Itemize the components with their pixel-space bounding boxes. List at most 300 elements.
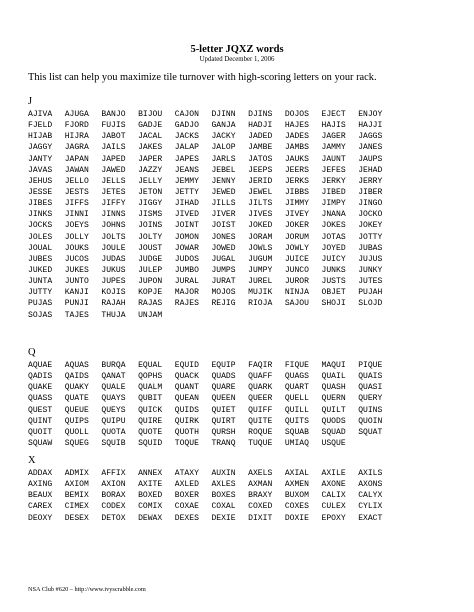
word: JAGRA [64,143,89,153]
word: QUASI [358,383,383,393]
word: FJORD [64,121,89,131]
word: QUERY [358,394,383,404]
word: BOXER [174,491,199,501]
word: AQUAE [28,361,53,370]
word-row [28,165,468,176]
word: JERID [248,176,273,186]
word: JEEPS [248,165,273,175]
word: QUIPU [101,416,126,426]
word: JANES [358,143,383,153]
word: JEWED [211,187,236,197]
word: JOUKS [64,243,89,253]
word-list-q [28,360,468,449]
word-row [28,360,468,371]
word: FJELD [28,121,53,131]
word: QUEYS [101,405,126,415]
page-title: 5-letter JQXZ words [190,44,284,55]
word: RAJAH [101,299,126,309]
word: TRANQ [211,438,236,448]
word: AXIAL [284,469,309,478]
word: MOJOS [211,288,236,298]
word: TAJES [64,310,89,320]
word: REJIG [211,299,236,309]
word: JIBED [321,187,346,197]
word: SQUID [138,438,163,448]
word-row [28,298,468,309]
word: RIOJA [248,299,273,309]
word: QUANT [174,383,199,393]
word: CYLIX [358,502,383,512]
word: TOQUE [174,438,199,448]
word: JOULE [101,243,126,253]
word: JAMBS [284,143,309,153]
word: KOPJE [138,288,163,298]
word: QUIPS [64,416,89,426]
word: JABOT [101,132,126,142]
word: JUNTA [28,277,53,287]
word: JINNS [101,210,126,220]
word: HIJRA [64,132,89,142]
word-row [28,393,468,404]
word: CAJON [174,110,199,119]
word: JUDOS [174,254,199,264]
word: QUILL [284,405,309,415]
word: KOJIS [101,288,126,298]
word: QUAKE [28,383,53,393]
word: JAMMY [321,143,346,153]
word: JUBES [28,254,53,264]
word: JUNKY [358,265,383,275]
word: JIGGY [138,199,163,209]
word: JELLS [101,176,126,186]
word: JUTTY [28,288,53,298]
word-row [28,220,468,231]
word-row [28,310,468,321]
word-row [28,479,468,490]
word-row [28,142,468,153]
word: JAUPS [358,154,383,164]
word: AXILS [358,469,383,478]
word: JACKS [174,132,199,142]
word: JEWEL [248,187,273,197]
word: JURAL [174,277,199,287]
word: JOTAS [321,232,346,242]
word: QUAIL [321,372,346,382]
word: JUGUM [248,254,273,264]
word: HIJAB [28,132,53,142]
word: JINGO [358,199,383,209]
word-row [28,276,468,287]
word: QUADS [211,372,236,382]
word: JANTY [28,154,53,164]
word: BURQA [101,361,126,370]
word: JUICY [321,254,346,264]
word: SQUAW [28,438,53,448]
word-row [28,490,468,501]
word: EQUAL [138,361,163,370]
word: JIMPY [321,199,346,209]
word: QUIDS [174,405,199,415]
word: SQUAD [321,427,346,437]
word: JETON [138,187,163,197]
word: JALAP [174,143,199,153]
word: COMIX [138,502,163,512]
word: JUMBO [174,265,199,275]
word: NINJA [284,288,309,298]
word: SHOJI [321,299,346,309]
word: DEWAX [138,513,163,523]
word: ENJOY [358,110,383,119]
section-heading-q: Q [28,347,36,358]
word: JEHUS [28,176,53,186]
word: QUOTE [138,427,163,437]
word: COXAL [211,502,236,512]
word: JESSE [28,187,53,197]
word: JOYED [321,243,346,253]
word: JUKED [28,265,53,275]
word: RAJES [174,299,199,309]
word-row [28,501,468,512]
word: JONES [211,232,236,242]
word: JOHNS [101,221,126,231]
word: JOWAR [174,243,199,253]
word: QUAKY [64,383,89,393]
word: AXONS [358,480,383,490]
word: AXING [28,480,53,490]
word: JOEYS [64,221,89,231]
word: QUEER [248,394,273,404]
word: JEANS [174,165,199,175]
word: QANAT [101,372,126,382]
word: JUBAS [358,243,383,253]
word: JIVED [174,210,199,220]
word: EPOXY [321,513,346,523]
word: QUILT [321,405,346,415]
word: DEXIE [211,513,236,523]
word: TUQUE [248,438,273,448]
word: JOINS [138,221,163,231]
word: JUCOS [64,254,89,264]
word: JUKUS [101,265,126,275]
word-row [28,109,468,120]
word: JORUM [284,232,309,242]
word: AXMAN [248,480,273,490]
word: JEHAD [358,165,383,175]
word-row [28,416,468,427]
word: QUAIS [358,372,383,382]
word: JATOS [248,154,273,164]
word: JUSTS [321,277,346,287]
word: QUOIN [358,416,383,426]
word: AXLED [174,480,199,490]
word: JINKS [28,210,53,220]
word: PUNJI [64,299,89,309]
word: JUPES [101,277,126,287]
word: JETES [101,187,126,197]
word: JAPAN [64,154,89,164]
word: QUOTH [174,427,199,437]
word: JOKEY [358,221,383,231]
word: QUIFF [248,405,273,415]
word: JUNTO [64,277,89,287]
word: QUIET [211,405,236,415]
word: JAWAN [64,165,89,175]
word: JORAM [248,232,273,242]
word: BRAXY [248,491,273,501]
word: JILTS [248,199,273,209]
word: CODEX [101,502,126,512]
word: JAUKS [284,154,309,164]
word: QUALM [138,383,163,393]
word: JOCKS [28,221,53,231]
word: JIFFY [101,199,126,209]
word: QUINT [28,416,53,426]
word: AJIVA [28,110,53,119]
word: JOTTY [358,232,383,242]
word: JIMMY [284,199,309,209]
word: BEMIX [64,491,89,501]
word: JOCKO [358,210,383,220]
word: DEXES [174,513,199,523]
word: QUEAN [174,394,199,404]
word: AXILE [321,469,346,478]
word: JARLS [211,154,236,164]
word: BEAUX [28,491,53,501]
word: JUGAL [211,254,236,264]
word: JUKES [64,265,89,275]
word: JERKS [284,176,309,186]
word: FAQIR [248,361,273,370]
word: PUJAH [358,288,383,298]
word-row [28,382,468,393]
word: OBJET [321,288,346,298]
word: JEMMY [174,176,199,186]
word: JUTES [358,277,383,287]
word: QUASH [321,383,346,393]
word: JIFFS [64,199,89,209]
word: JOKES [321,221,346,231]
word: JAPED [101,154,126,164]
word: GANJA [211,121,236,131]
word: MAJOR [174,288,199,298]
word: ADMIX [64,469,89,478]
word: JUDGE [138,254,163,264]
word: SLOJD [358,299,383,309]
word: DOXIE [284,513,309,523]
word: QUACK [174,372,199,382]
word: JOIST [211,221,236,231]
word: JOLES [28,232,53,242]
word-row [28,265,468,276]
word: SAJOU [284,299,309,309]
word-row [28,513,468,524]
word-row [28,371,468,382]
word: JEBEL [211,165,236,175]
word: PUJAS [28,299,53,309]
word: HAJJI [358,121,383,131]
word: JIBES [28,199,53,209]
word: QOPHS [138,372,163,382]
word: JUMPS [211,265,236,275]
word: JOWLS [248,243,273,253]
word-row [28,198,468,209]
word: JESTS [64,187,89,197]
word: GADJO [174,121,199,131]
word: PIQUE [358,361,383,370]
word: JETTY [174,187,199,197]
word: JISMS [138,210,163,220]
word: AXIOM [64,480,89,490]
word-row [28,154,468,165]
word: DOJOS [284,110,309,119]
word: JAKES [138,143,163,153]
word: JIHAD [174,199,199,209]
word: JOWLY [284,243,309,253]
word: JULEP [138,265,163,275]
word: AXONE [321,480,346,490]
word: HADJI [248,121,273,131]
word: SOJAS [28,310,53,320]
word: JELLO [64,176,89,186]
word: JURAT [211,277,236,287]
word: JALOP [211,143,236,153]
word: ROQUE [248,427,273,437]
word: JOLLY [64,232,89,242]
word: DESEX [64,513,89,523]
word: AXMEN [284,480,309,490]
word: GADJE [138,121,163,131]
word: JOMON [174,232,199,242]
word: ANNEX [138,469,163,478]
word: JADED [248,132,273,142]
word: JIBBS [284,187,309,197]
word: QUAYS [101,394,126,404]
word: JUJUS [358,254,383,264]
word: JAMBE [248,143,273,153]
word: BOXES [211,491,236,501]
word-row [28,209,468,220]
word: CALYX [358,491,383,501]
word: USQUE [321,438,346,448]
word: SQUIB [101,438,126,448]
word: JELLY [138,176,163,186]
word: BOXED [138,491,163,501]
word: QUERN [321,394,346,404]
word: AFFIX [101,469,126,478]
word: HAJES [284,121,309,131]
word-row [28,120,468,131]
word: BANJO [101,110,126,119]
word: JOWED [211,243,236,253]
word: QUINS [358,405,383,415]
word: JOUST [138,243,163,253]
word: QAIDS [64,372,89,382]
word: JADES [284,132,309,142]
word: JOLTY [138,232,163,242]
word: COXED [248,502,273,512]
word: DIXIT [248,513,273,523]
word: JUNKS [321,265,346,275]
word: QUELL [284,394,309,404]
word: AXELS [248,469,273,478]
word-row [28,131,468,142]
word: MAQUI [321,361,346,370]
word: AQUAS [64,361,89,370]
word: QUARE [211,383,236,393]
word: JACKY [211,132,236,142]
word: JUMPY [248,265,273,275]
word: AUXIN [211,469,236,478]
word: DEOXY [28,513,53,523]
word-list-x [28,468,468,524]
word: QUIRK [174,416,199,426]
word: CULEX [321,502,346,512]
word: EXACT [358,513,383,523]
word: SQUAT [358,427,383,437]
word: JAGGS [358,132,383,142]
word: JUPON [138,277,163,287]
word: QUOLL [64,427,89,437]
section-heading-j: J [28,96,33,107]
word: QUOIT [28,427,53,437]
word: KANJI [64,288,89,298]
word: QUAFF [248,372,273,382]
word: JERKY [321,176,346,186]
page-footer: NSA Club #620 – http://www.ivyscrabble.com [28,586,146,593]
word: FUJIS [101,121,126,131]
word-row [28,405,468,416]
word: JUREL [248,277,273,287]
word: MUJIK [248,288,273,298]
updated-date: Updated December 1, 2006 [199,56,275,63]
word-row [28,254,468,265]
word: JAGER [321,132,346,142]
word: QUALE [101,383,126,393]
word-row [28,243,468,254]
word: SQUAB [284,427,309,437]
word: AJUGA [64,110,89,119]
word: QUAGS [284,372,309,382]
word-row [28,427,468,438]
word: QUART [284,383,309,393]
word: JOLTS [101,232,126,242]
word: UMIAQ [284,438,309,448]
intro-paragraph: This list can help you maximize tile turnover with high-scoring letters on your rack. [28,72,377,83]
word: JINNI [64,210,89,220]
word: COXES [284,502,309,512]
word: QUASS [28,394,53,404]
word: JUDAS [101,254,126,264]
word: COXAE [174,502,199,512]
word: RAJAS [138,299,163,309]
word: QUODS [321,416,346,426]
word: QUITE [248,416,273,426]
word: JAVAS [28,165,53,175]
word: EJECT [321,110,346,119]
word: JUICE [284,254,309,264]
word-row [28,287,468,298]
word: JIVER [211,210,236,220]
word: JAWED [101,165,126,175]
word: EQUIP [211,361,236,370]
section-heading-x: X [28,455,36,466]
word-row [28,438,468,449]
word: ATAXY [174,469,199,478]
word: JAZZY [138,165,163,175]
word: JIVEY [284,210,309,220]
word: JAILS [101,143,126,153]
word: UNJAM [138,310,163,320]
